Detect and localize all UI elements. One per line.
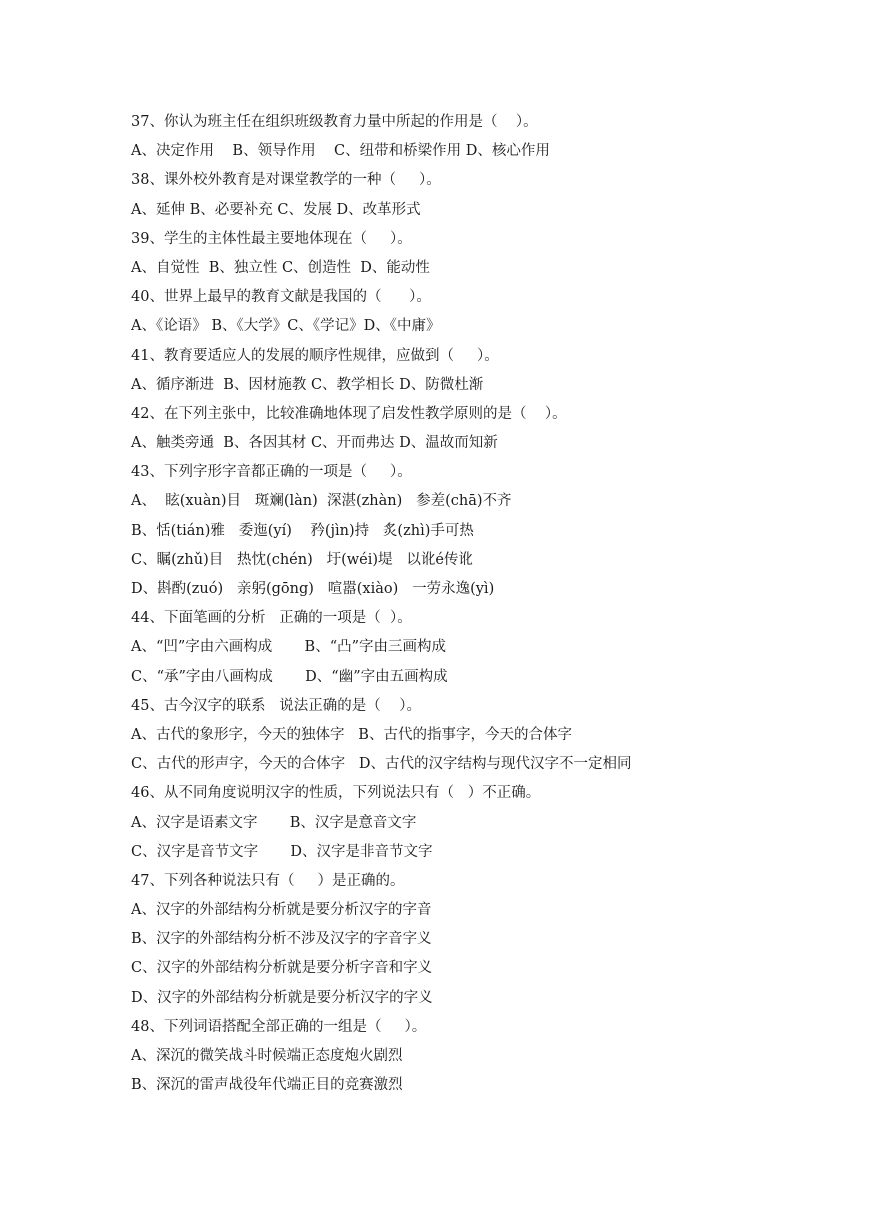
text-line: 44、下面笔画的分析 正确的一项是（ ）。 xyxy=(131,610,412,627)
text-line: 48、下列词语搭配全部正确的一组是（ ）。 xyxy=(131,1018,427,1035)
text-line: A、自觉性 B、独立性 C、创造性 D、能动性 xyxy=(131,259,430,276)
text-line: A、古代的象形字，今天的独体字 B、古代的指事字，今天的合体字 xyxy=(131,726,572,743)
text-line: B、恬(tián)雅 委迤(yí) 矜(jìn)持 炙(zhì)手可热 xyxy=(131,522,474,539)
text-line: D、斟酌(zuó) 亲躬(gōng) 喧嚣(xiào) 一劳永逸(yì) xyxy=(131,581,495,597)
text-line: 42、在下列主张中，比较准确地体现了启发性教学原则的是（ ）。 xyxy=(131,405,567,422)
text-line: A、触类旁通 B、各因其材 C、开而弗达 D、温故而知新 xyxy=(131,435,498,452)
text-line: 40、世界上最早的教育文献是我国的（ ）。 xyxy=(131,289,431,306)
text-line: 46、从不同角度说明汉字的性质，下列说法只有（ ）不正确。 xyxy=(131,785,541,802)
text-line: A、汉字是语素文字 B、汉字是意音文字 xyxy=(131,814,417,831)
text-line: A、循序渐进 B、因材施教 C、教学相长 D、防微杜渐 xyxy=(131,376,484,393)
text-line: A、 眩(xuàn)目 斑斓(làn) 深湛(zhàn) 参差(chā)不齐 xyxy=(131,493,512,510)
text-line: C、古代的形声字，今天的合体字 D、古代的汉字结构与现代汉字不一定相同 xyxy=(131,756,632,773)
text-line: A、决定作用 B、领导作用 C、纽带和桥梁作用 D、核心作用 xyxy=(131,143,550,160)
exam-page xyxy=(131,108,831,1100)
text-line: 43、下列字形字音都正确的一项是（ ）。 xyxy=(131,464,412,481)
text-line: 45、古今汉字的联系 说法正确的是（ ）。 xyxy=(131,697,421,714)
text-line: 38、课外校外教育是对课堂教学的一种（ ）。 xyxy=(131,172,441,189)
text-line: A、“凹”字由六画构成 B、“凸”字由三画构成 xyxy=(131,639,447,656)
text-line: C、瞩(zhǔ)目 热忱(chén) 圩(wéi)堤 以讹é传讹 xyxy=(131,551,473,568)
text-line: 39、学生的主体性最主要地体现在（ ）。 xyxy=(131,230,412,247)
text-line: D、汉字的外部结构分析就是要分析汉字的字义 xyxy=(131,989,433,1006)
text-line: C、汉字是音节文字 D、汉字是非音节文字 xyxy=(131,843,433,860)
text-line: B、深沉的雷声战役年代端正目的竞赛激烈 xyxy=(131,1077,403,1094)
text-line: B、汉字的外部结构分析不涉及汉字的字音字义 xyxy=(131,931,432,948)
text-line: 37、你认为班主任在组织班级教育力量中所起的作用是（ ）。 xyxy=(131,114,538,130)
text-line: A、《论语》 B、《大学》C、《学记》D、《中庸》 xyxy=(131,318,441,335)
text-line: C、汉字的外部结构分析就是要分析字音和字义 xyxy=(131,960,433,977)
text-line: 47、下列各种说法只有（ ）是正确的。 xyxy=(131,872,405,889)
text-line: A、延伸 B、必要补充 C、发展 D、改革形式 xyxy=(131,201,421,218)
text-line: C、“承”字由八画构成 D、“幽”字由五画构成 xyxy=(131,668,448,685)
text-line: A、汉字的外部结构分析就是要分析汉字的字音 xyxy=(131,902,432,919)
text-line: A、深沉的微笑战斗时候端正态度炮火剧烈 xyxy=(131,1048,403,1064)
text-line: 41、教育要适应人的发展的顺序性规律，应做到（ ）。 xyxy=(131,347,499,364)
